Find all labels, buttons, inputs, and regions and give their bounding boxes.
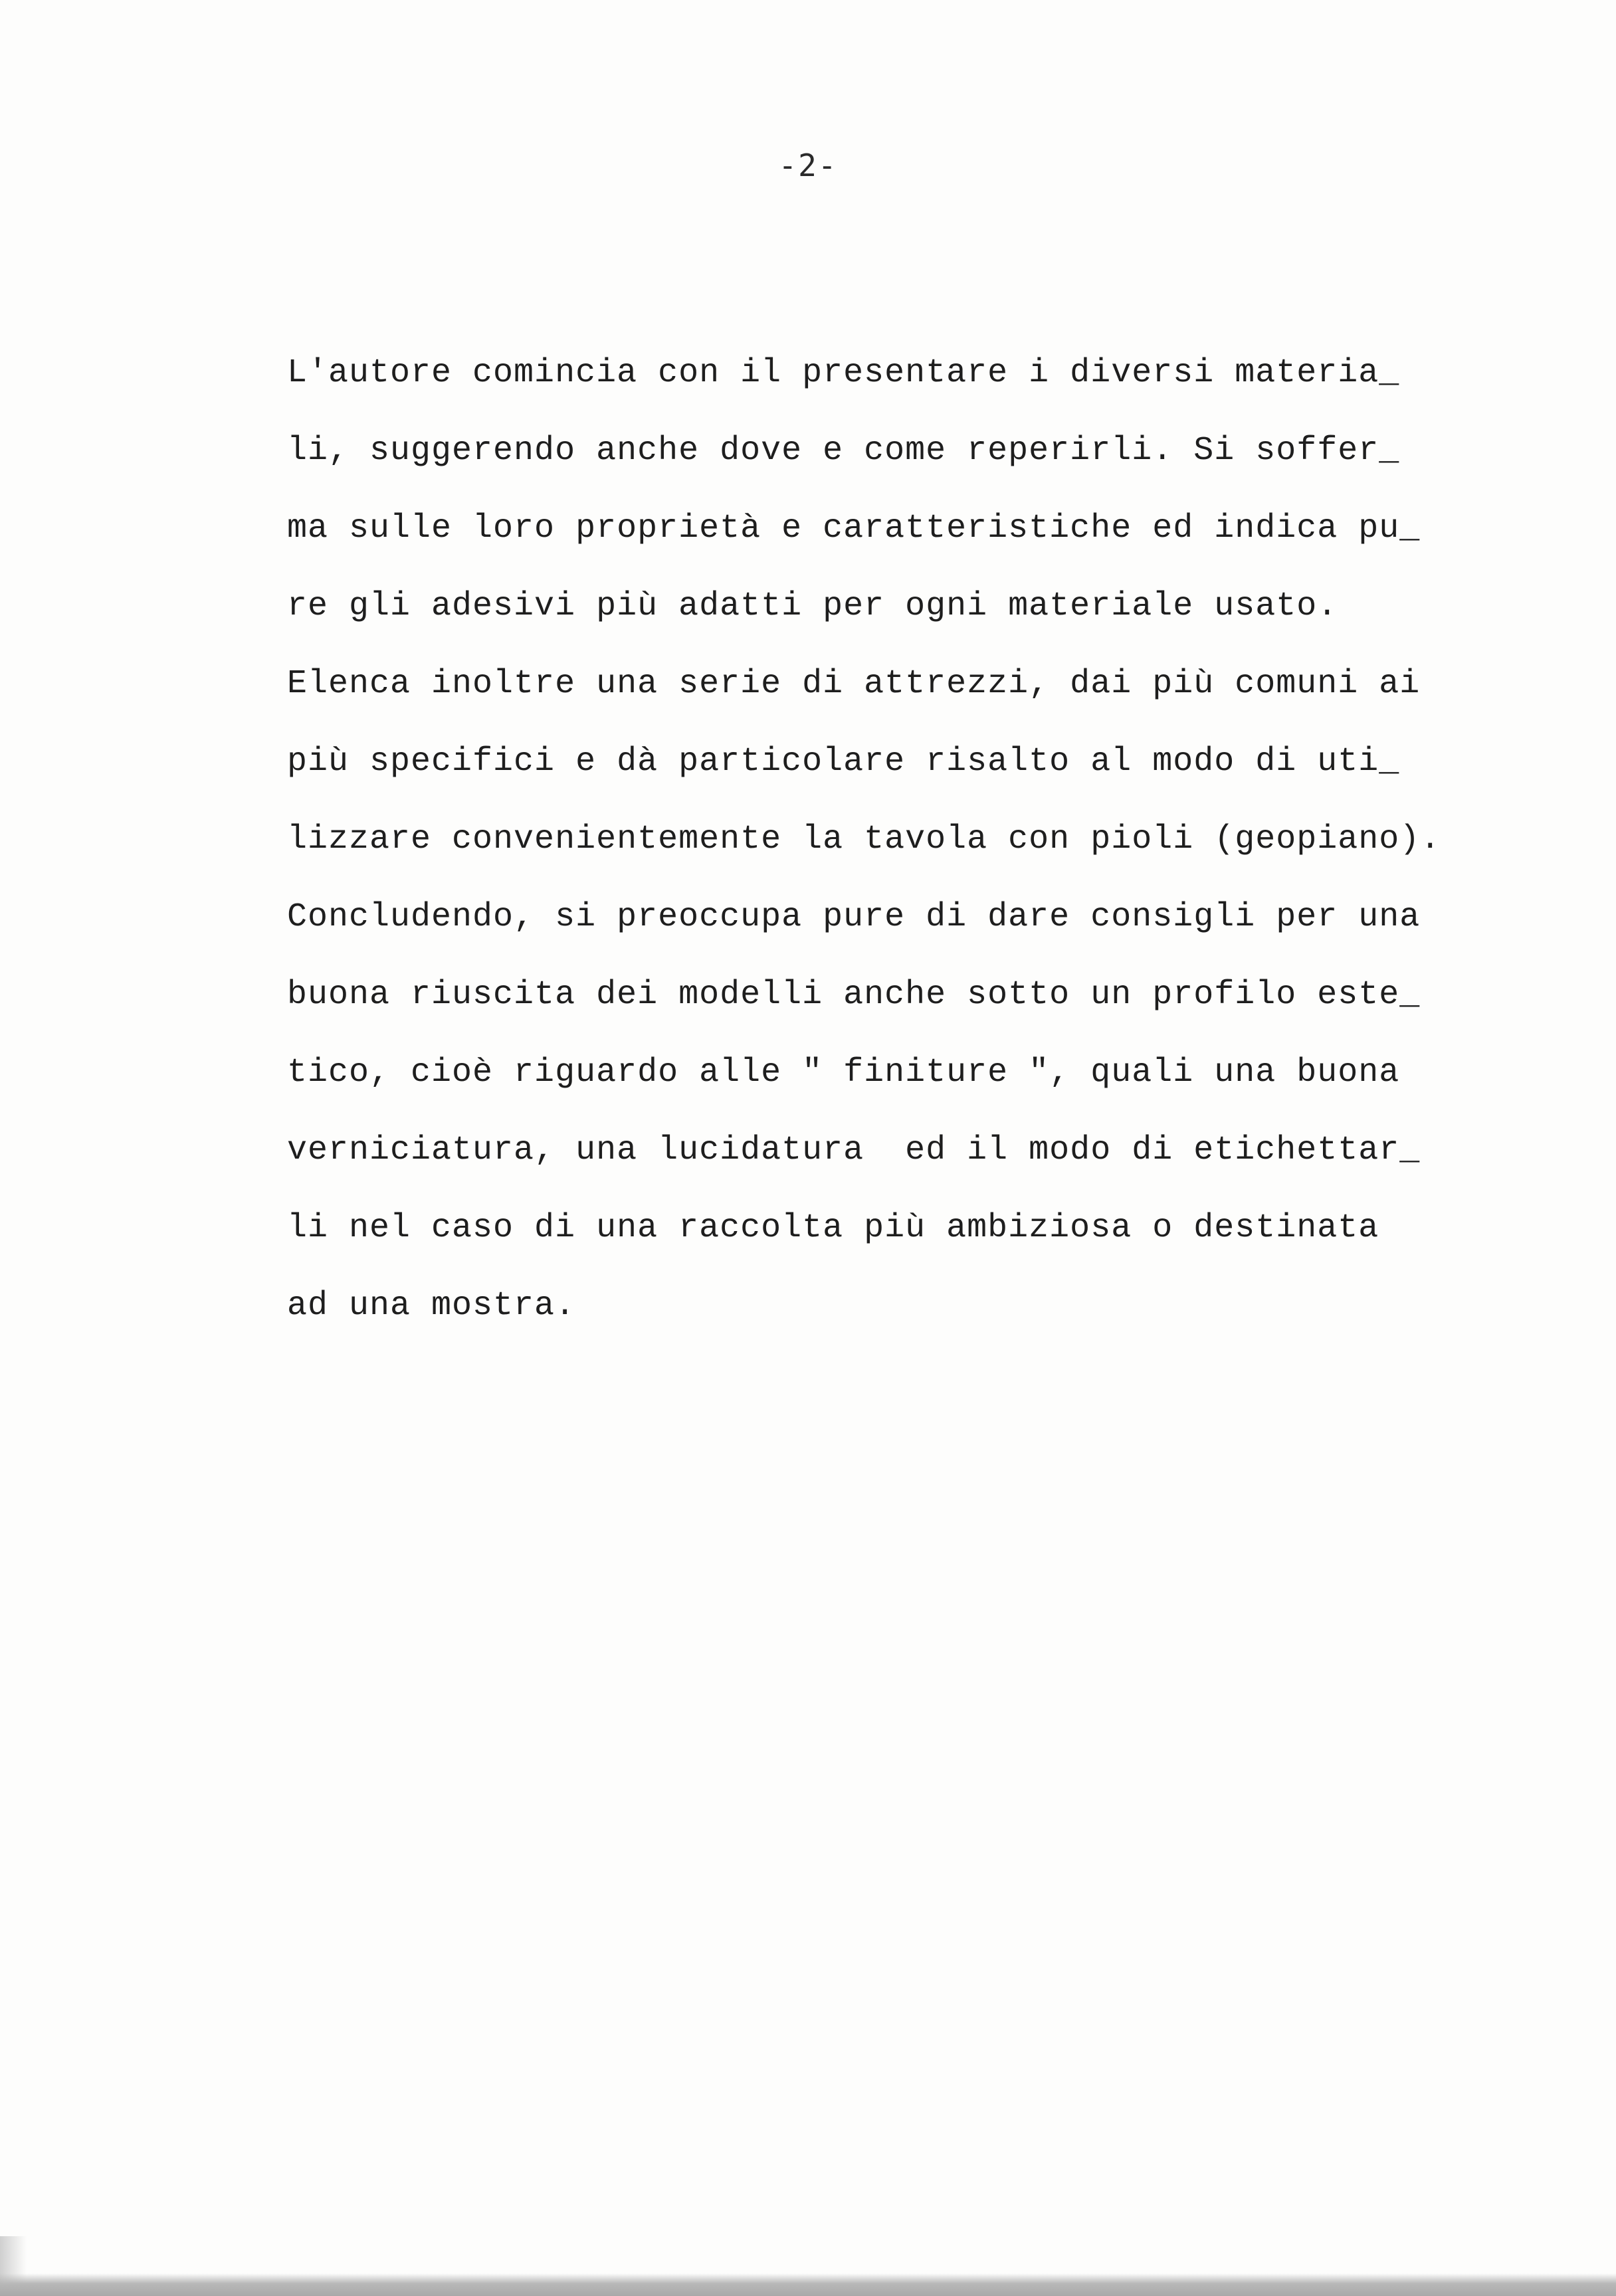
- text-line-4: re gli adesivi più adatti per ogni materiale usato.: [287, 587, 1338, 625]
- text-line-2: li, suggerendo anche dove e come reperirli. Si soffer_: [287, 432, 1400, 470]
- text-line-13: ad una mostra.: [287, 1287, 576, 1325]
- text-line-3: ma sulle loro proprietà e caratteristiche ed indica pu_: [287, 510, 1421, 547]
- text-line-9: buona riuscita dei modelli anche sotto un profilo este_: [287, 976, 1421, 1014]
- text-line-12: li nel caso di una raccolta più ambiziosa o destinata: [287, 1209, 1379, 1247]
- text-line-5: Elenca inoltre una serie di attrezzi, dai più comuni ai: [287, 665, 1421, 703]
- text-line-10: tico, cioè riguardo alle " finiture ", quali una buona: [287, 1054, 1400, 1092]
- text-line-1: L'autore comincia con il presentare i diversi materia_: [287, 354, 1400, 392]
- text-line-6: più specifici e dà particolare risalto al modo di uti_: [287, 743, 1400, 781]
- text-line-11: verniciatura, una lucidatura ed il modo di etichettar_: [287, 1131, 1421, 1169]
- text-line-8: Concludendo, si preoccupa pure di dare consigli per una: [287, 898, 1421, 936]
- scan-bottom-shadow: [0, 2273, 1616, 2296]
- text-line-7: lizzare convenientemente la tavola con pioli (geopiano).: [287, 820, 1441, 858]
- body-paragraph: [287, 334, 1483, 1345]
- page-number: -2-: [778, 147, 838, 183]
